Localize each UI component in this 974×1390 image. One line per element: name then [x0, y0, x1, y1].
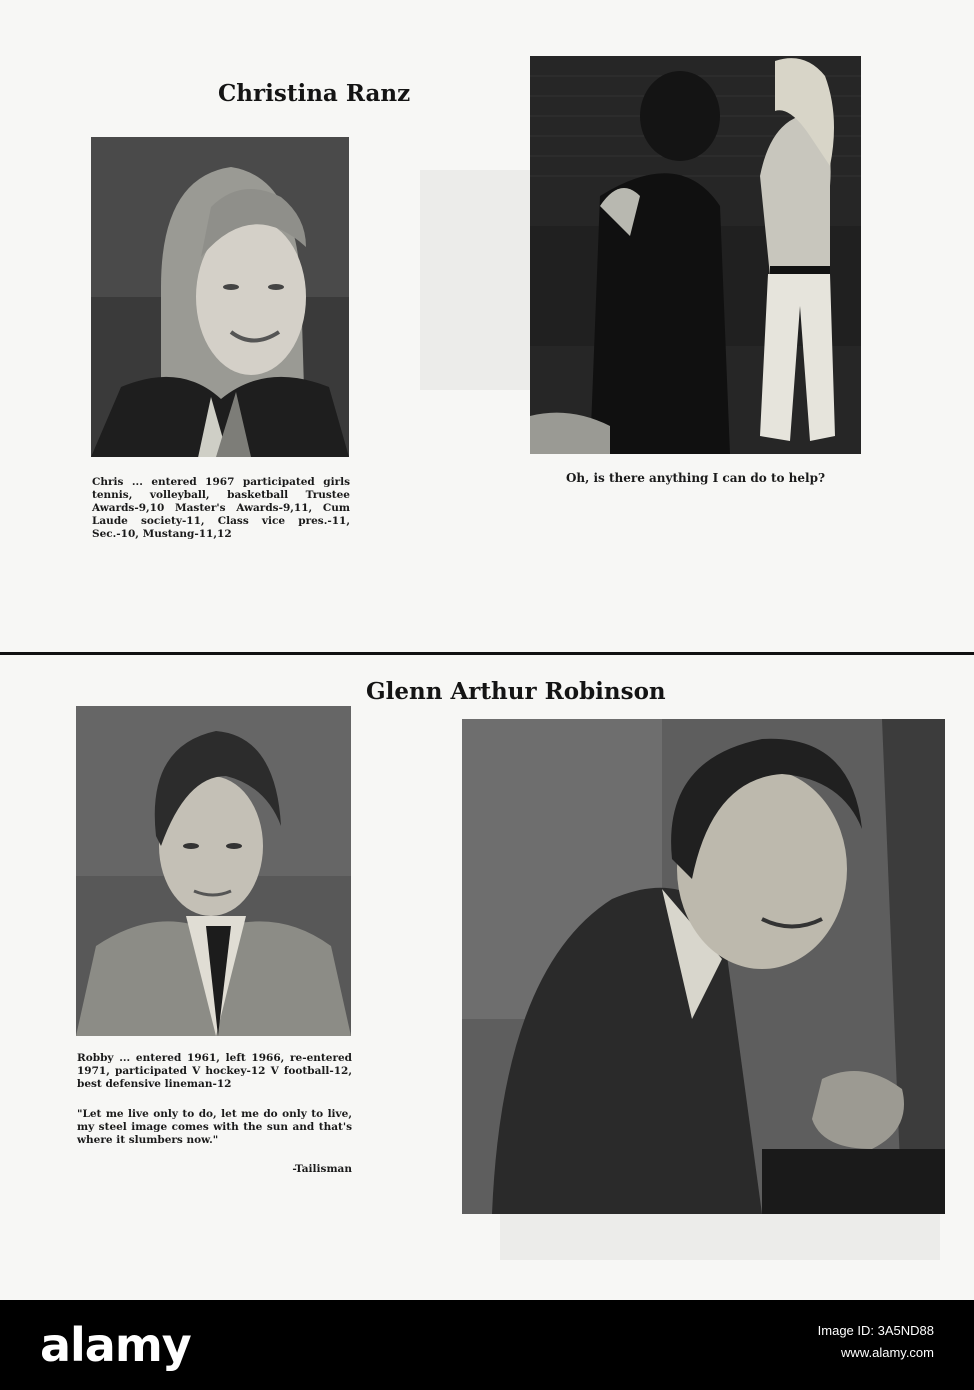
portrait-photo-christina	[91, 137, 349, 457]
candid-caption-1: Oh, is there anything I can do to help?	[565, 471, 826, 485]
student-quote-2: "Let me live only to do, let me do only to live, my steel image comes with the sun and that's where it slumbers now."	[77, 1108, 352, 1146]
quote-attribution-2: -Tailisman	[292, 1163, 352, 1175]
section-divider	[0, 652, 974, 655]
stock-footer	[0, 1300, 974, 1390]
student-bio-1: Chris ... entered 1967 participated girls tennis, volleyball, basketball Trustee Awards-9,10 Master's Awards-9,11, Cum Laude society-11, Class vice pres.-11, Sec.-10, Mustang-11,12	[92, 476, 350, 540]
portrait-photo-glenn	[76, 706, 351, 1036]
bleed-through-shadow	[420, 170, 530, 390]
brand-logo: alamy	[40, 1318, 191, 1372]
student-name-1: Christina Ranz	[218, 80, 411, 107]
candid-photo-christina	[530, 56, 861, 454]
image-id-label: Image ID: 3A5ND88	[817, 1323, 934, 1338]
candid-photo-glenn	[462, 719, 945, 1214]
footer-url: www.alamy.com	[841, 1345, 934, 1360]
footer-info	[818, 1320, 934, 1364]
student-name-2: Glenn Arthur Robinson	[366, 678, 666, 705]
student-bio-2: Robby ... entered 1961, left 1966, re-entered 1971, participated V hockey-12 V football-12, best defensive lineman-12	[77, 1052, 352, 1090]
